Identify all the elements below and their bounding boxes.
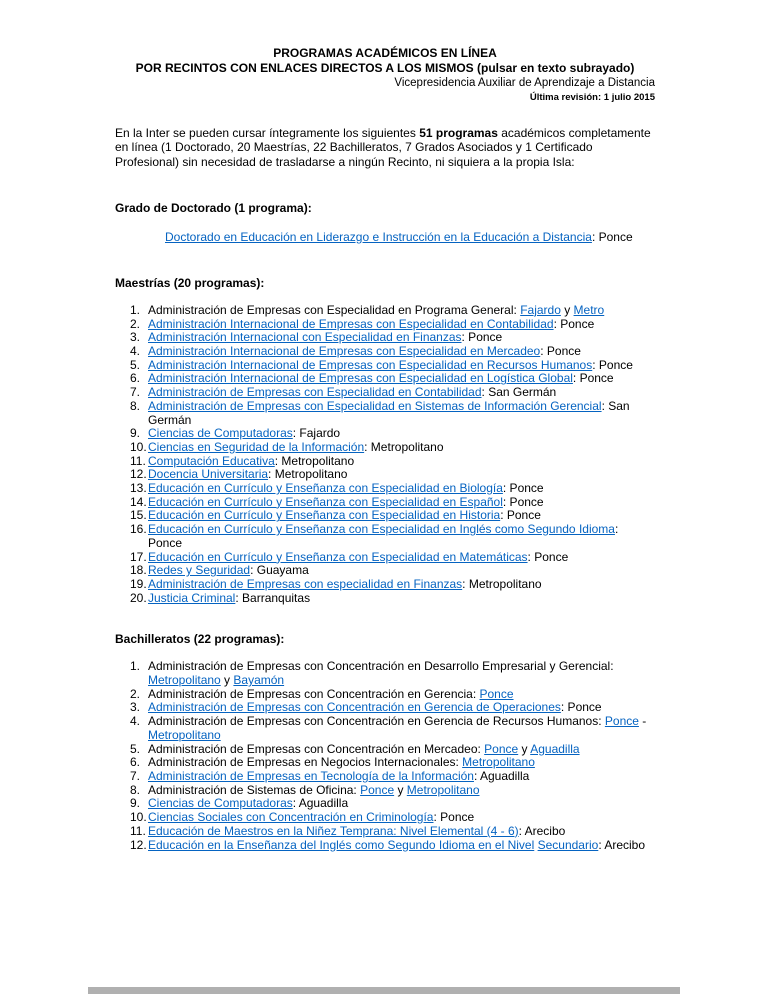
list-item	[115, 345, 655, 359]
program-link[interactable]: Computación Educativa	[148, 453, 275, 468]
list-item	[115, 304, 655, 318]
list-item	[115, 496, 655, 510]
program-link[interactable]: Doctorado en Educación en Liderazgo e Instrucción en la Educación a Distancia	[165, 229, 592, 244]
item-body	[148, 784, 655, 798]
item-number: 2.	[130, 316, 141, 331]
list-item	[115, 441, 655, 455]
item-body	[148, 496, 655, 510]
program-link[interactable]: Ponce	[479, 686, 514, 701]
page-edge	[88, 987, 680, 994]
program-link[interactable]: Administración Internacional de Empresas con Especialidad en Recursos Humanos	[148, 357, 593, 372]
program-link[interactable]: Administración Internacional de Empresas con Especialidad en Contabilidad	[148, 316, 554, 331]
item-text: : San Germán	[148, 398, 630, 427]
program-link[interactable]: Aguadilla	[530, 741, 580, 756]
intro-text-pre: En la Inter se pueden cursar íntegramente los siguientes	[115, 126, 420, 140]
maestrias-list	[115, 304, 655, 605]
item-text: y	[394, 782, 407, 797]
item-number: 3.	[130, 700, 141, 715]
program-link[interactable]: Administración de Empresas con Especialidad en Contabilidad	[148, 385, 482, 400]
list-item	[115, 427, 655, 441]
program-link[interactable]: Ponce	[484, 741, 519, 756]
item-text: : Ponce	[502, 481, 544, 496]
list-item	[115, 564, 655, 578]
list-item	[115, 509, 655, 523]
item-number: 12.	[130, 837, 147, 852]
item-number: 11.	[130, 453, 146, 468]
item-body	[148, 770, 655, 784]
list-item	[115, 331, 655, 345]
item-number: 15.	[130, 508, 147, 523]
item-body	[148, 427, 655, 441]
program-link[interactable]: Educación en Currículo y Enseñanza con Especialidad en Historia	[148, 508, 501, 523]
revision-line: Última revisión: 1 julio 2015	[529, 92, 655, 103]
item-text: y	[518, 741, 531, 756]
list-item	[115, 551, 655, 565]
bachilleratos-list	[115, 660, 655, 852]
item-text: : Ponce	[540, 344, 581, 358]
item-text: : San Germán	[481, 385, 557, 400]
item-number: 9.	[130, 796, 141, 811]
item-text: : Metropolitano	[274, 453, 355, 468]
item-text: : Ponce	[592, 357, 633, 372]
list-item	[115, 811, 655, 825]
item-body	[148, 386, 655, 400]
list-item	[115, 400, 655, 427]
item-body	[148, 400, 655, 427]
office-line: Vicepresidencia Auxiliar de Aprendizaje a Distancia	[394, 77, 655, 89]
item-body	[148, 455, 655, 469]
item-text: : Fajardo	[292, 426, 341, 441]
program-link[interactable]: Metropolitano	[462, 755, 535, 770]
item-text: : Barranquitas	[235, 590, 311, 605]
item-number: 5.	[130, 357, 141, 372]
doctorado-heading: Grado de Doctorado (1 programa):	[115, 200, 312, 215]
item-text: : Aguadilla	[473, 768, 530, 783]
list-item	[115, 482, 655, 496]
program-link[interactable]: Educación en la Enseñanza del Inglés como Segundo Idioma en el Nivel	[148, 837, 535, 852]
program-link[interactable]: Metropolitano	[148, 673, 221, 688]
program-link[interactable]: Metro	[573, 302, 605, 317]
list-item	[115, 756, 655, 770]
item-text: : Ponce	[591, 229, 633, 244]
program-link[interactable]: Secundario	[537, 837, 599, 852]
item-text: : Metropolitano	[364, 439, 444, 454]
program-link[interactable]: Educación de Maestros en la Niñez Temprana: Nivel Elemental (4 - 6)	[148, 823, 519, 838]
program-link[interactable]: Docencia Universitaria	[148, 467, 269, 482]
item-body	[148, 509, 655, 523]
item-text: : Ponce	[148, 522, 619, 550]
item-body	[148, 743, 655, 757]
item-body	[148, 756, 655, 770]
intro-bold-count: 51 programas	[419, 126, 498, 140]
item-number: 11.	[130, 823, 146, 838]
program-link[interactable]: Administración Internacional de Empresas con Especialidad en Logística Global	[148, 371, 573, 386]
program-link[interactable]: Ponce	[604, 714, 639, 729]
program-link[interactable]: Ponce	[360, 782, 395, 797]
item-text: y	[220, 673, 234, 688]
list-item	[115, 386, 655, 400]
program-link[interactable]: Administración Internacional de Empresas con Especialidad en Mercadeo	[148, 344, 541, 358]
program-link[interactable]: Administración de Empresas con Especialidad en Sistemas de Información Gerencial	[148, 398, 602, 413]
item-number: 10.	[130, 810, 147, 825]
item-text: : Arecibo	[598, 837, 646, 852]
item-body	[148, 551, 655, 565]
item-number: 14.	[130, 494, 147, 509]
item-number: 20.	[130, 590, 147, 605]
item-number: 1.	[130, 302, 141, 317]
item-text: -	[638, 714, 647, 729]
item-text: y	[560, 302, 574, 317]
item-body	[148, 331, 655, 345]
program-link[interactable]: Redes y Seguridad	[148, 563, 251, 578]
item-body	[148, 372, 655, 386]
document-subtitle: POR RECINTOS CON ENLACES DIRECTOS A LOS MISMOS (pulsar en texto subrayado)	[135, 61, 635, 75]
item-text: : Ponce	[560, 700, 602, 715]
item-text: : Metropolitano	[462, 576, 542, 591]
item-text: : Ponce	[461, 330, 503, 345]
bachilleratos-heading: Bachilleratos (22 programas):	[115, 632, 285, 647]
item-text: : Ponce	[500, 508, 541, 523]
item-body	[148, 468, 655, 482]
program-link[interactable]: Metropolitano	[406, 782, 480, 797]
item-text: Administración de Empresas en Negocios Internacionales:	[148, 755, 463, 770]
item-number: 17.	[130, 549, 147, 564]
list-item	[115, 770, 655, 784]
item-body	[148, 701, 655, 715]
list-item	[115, 797, 655, 811]
list-item	[115, 743, 655, 757]
item-text: : Guayama	[250, 563, 309, 578]
program-link[interactable]: Educación en Currículo y Enseñanza con Especialidad en Biología	[148, 481, 503, 496]
item-body	[148, 688, 655, 702]
program-link[interactable]: Ciencias de Computadoras	[148, 426, 293, 441]
program-link[interactable]: Administración de Empresas en Tecnología de la Información	[148, 768, 474, 783]
list-item	[115, 660, 655, 687]
document-title: PROGRAMAS ACADÉMICOS EN LÍNEA	[273, 46, 497, 60]
list-item	[115, 318, 655, 332]
list-item	[115, 701, 655, 715]
item-text: Administración de Sistemas de Oficina:	[148, 782, 361, 797]
item-body	[148, 578, 655, 592]
item-number: 9.	[130, 426, 141, 441]
intro-text-post: académicos completamente en línea (1 Doctorado, 20 Maestrías, 22 Bachilleratos, 7 Grados Asociados y 1 Certificado Profesional) sin necesidad de trasladarse a ningún Recinto, ni siquiera a la propia Isla:	[115, 126, 651, 169]
program-link[interactable]: Ciencias en Seguridad de la Información	[148, 439, 365, 454]
item-number: 19.	[130, 576, 147, 591]
item-number: 8.	[130, 782, 141, 797]
list-item	[115, 523, 655, 550]
program-link[interactable]: Educación en Currículo y Enseñanza con Especialidad en Español	[148, 494, 503, 509]
item-body	[148, 592, 655, 606]
item-number: 4.	[130, 714, 141, 729]
program-link[interactable]: Fajardo	[520, 302, 561, 317]
program-link[interactable]: Educación en Currículo y Enseñanza con Especialidad en Matemáticas	[148, 549, 528, 564]
item-body	[148, 797, 655, 811]
program-link[interactable]: Administración de Empresas con especialidad en Finanzas	[148, 576, 463, 591]
list-item	[115, 455, 655, 469]
item-number: 13.	[130, 481, 147, 496]
list-item	[115, 715, 655, 742]
item-text: : Metropolitano	[268, 467, 348, 482]
item-text: : Ponce	[433, 810, 475, 825]
list-item	[115, 468, 655, 482]
item-number: 4.	[130, 344, 141, 358]
list-item	[115, 372, 655, 386]
program-link[interactable]: Ciencias de Computadoras	[148, 796, 293, 811]
item-number: 7.	[130, 385, 141, 400]
item-body	[148, 523, 655, 550]
doctorado-item	[165, 230, 655, 244]
item-text: : Aguadilla	[292, 796, 349, 811]
program-link[interactable]: Ciencias Sociales con Concentración en Criminología	[148, 810, 434, 825]
program-link[interactable]: Administración Internacional con Especialidad en Finanzas	[148, 330, 462, 345]
list-item	[115, 839, 655, 853]
item-number: 5.	[130, 741, 141, 756]
list-item	[115, 578, 655, 592]
item-text: : Ponce	[553, 316, 595, 331]
item-text: : Arecibo	[518, 823, 566, 838]
program-link[interactable]: Bayamón	[233, 673, 285, 688]
item-number: 10.	[130, 439, 147, 454]
item-body	[148, 839, 655, 853]
item-number: 1.	[130, 659, 141, 674]
list-item	[115, 359, 655, 373]
item-body	[148, 318, 655, 332]
list-item	[115, 688, 655, 702]
item-text: Administración de Empresas con Concentración en Gerencia:	[148, 686, 480, 701]
item-body	[148, 359, 655, 373]
item-text: : Ponce	[527, 549, 569, 564]
item-text: Administración de Empresas con Concentración en Desarrollo Empresarial y Gerencial:	[148, 659, 614, 674]
item-text: Administración de Empresas con Concentración en Mercadeo:	[148, 741, 485, 756]
item-number: 16.	[130, 522, 147, 537]
item-number: 7.	[130, 768, 141, 783]
program-link[interactable]: Educación en Currículo y Enseñanza con Especialidad en Inglés como Segundo Idioma	[148, 522, 615, 537]
item-text: : Ponce	[502, 494, 544, 509]
item-text: Administración de Empresas con Especialidad en Programa General:	[148, 302, 521, 317]
maestrias-heading: Maestrías (20 programas):	[115, 275, 265, 290]
item-body	[148, 811, 655, 825]
program-link[interactable]: Administración de Empresas con Concentración en Gerencia de Operaciones	[148, 700, 561, 715]
item-body	[148, 825, 655, 839]
program-link[interactable]: Metropolitano	[148, 727, 221, 742]
intro-paragraph	[115, 126, 655, 169]
item-number: 8.	[130, 398, 141, 413]
item-number: 6.	[130, 371, 141, 386]
item-body	[148, 715, 655, 742]
list-item	[115, 825, 655, 839]
item-number: 6.	[130, 755, 141, 770]
item-body	[148, 564, 655, 578]
item-text: : Ponce	[572, 371, 614, 386]
list-item	[115, 784, 655, 798]
item-number: 2.	[130, 686, 141, 701]
item-number: 3.	[130, 330, 141, 345]
item-body	[148, 345, 655, 359]
list-item	[115, 592, 655, 606]
program-link[interactable]: Justicia Criminal	[148, 590, 236, 605]
item-body	[148, 304, 655, 318]
item-body	[148, 660, 655, 687]
item-text: Administración de Empresas con Concentración en Gerencia de Recursos Humanos:	[148, 714, 605, 729]
item-body	[148, 441, 655, 455]
item-number: 18.	[130, 563, 147, 578]
item-body	[148, 482, 655, 496]
item-number: 12.	[130, 467, 147, 482]
